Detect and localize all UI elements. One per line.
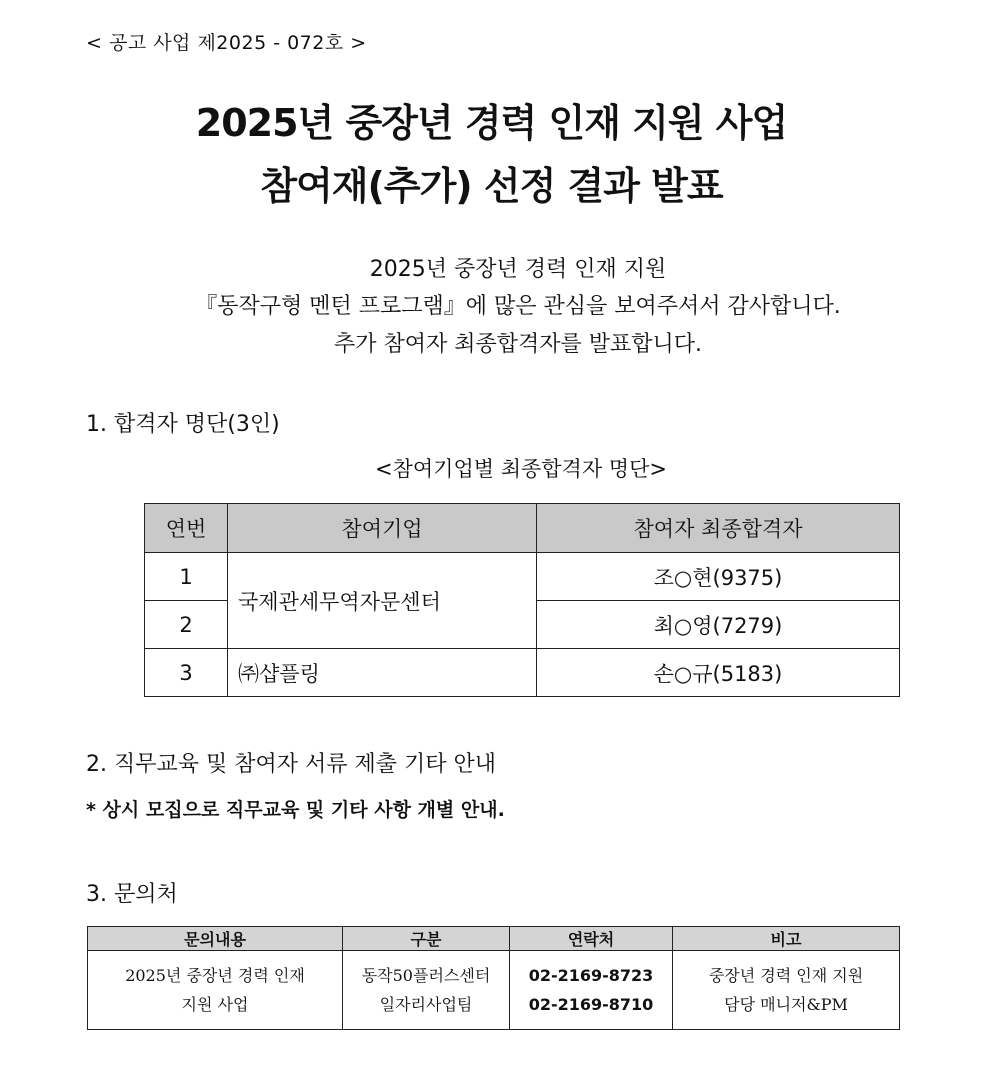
row-company: 국제관세무역자문센터 <box>228 553 537 649</box>
intro-line3: 추가 참여자 최종합격자를 발표합니다. <box>333 332 702 357</box>
header-company: 참여기업 <box>228 504 537 553</box>
contact-phone-1[interactable]: 02-2169-8723 <box>528 966 654 985</box>
results-table <box>144 503 900 697</box>
row-name: 손○규(5183) <box>537 649 900 697</box>
notice-number: < 공고 사업 제2025 - 072호 > <box>86 32 367 54</box>
intro-line2: 『동작구형 멘턴 프로그램』에 많은 관심을 보여주셔서 감사합니다. <box>195 294 841 319</box>
contact-remarks-line2: 담당 매니저&PM <box>724 995 848 1014</box>
row-no: 3 <box>145 649 228 697</box>
contact-division-cell <box>343 951 510 1030</box>
contact-table-header <box>88 927 900 951</box>
contact-table <box>87 926 900 1030</box>
contact-division-line1: 동작50플러스센터 <box>361 966 491 985</box>
page-title-line2: 참여재(추가) 선정 결과 발표 <box>260 164 723 208</box>
contact-division-line2: 일자리사업팀 <box>379 995 473 1014</box>
contact-remarks-line1: 중장년 경력 인재 지원 <box>708 966 864 985</box>
section3-heading: 3. 문의처 <box>86 882 178 907</box>
header-remarks: 비고 <box>673 927 900 951</box>
contact-content-line1: 2025년 중장년 경력 인재 <box>125 966 305 985</box>
row-name: 조○현(9375) <box>537 553 900 601</box>
intro-line1: 2025년 중장년 경력 인재 지원 <box>369 257 667 282</box>
contact-phone-cell <box>510 951 673 1030</box>
row-no: 1 <box>145 553 228 601</box>
row-name: 최○영(7279) <box>537 601 900 649</box>
contact-content-line2: 지원 사업 <box>181 995 249 1014</box>
header-division: 구분 <box>343 927 510 951</box>
table-row <box>145 649 900 697</box>
contact-remarks-cell <box>673 951 900 1030</box>
results-table-header <box>145 504 900 553</box>
header-content: 문의내용 <box>88 927 343 951</box>
row-no: 2 <box>145 601 228 649</box>
section1-heading: 1. 합격자 명단(3인) <box>86 412 280 437</box>
header-name: 참여자 최종합격자 <box>537 504 900 553</box>
results-table-caption: <참여기업별 최종합격자 명단> <box>375 457 667 481</box>
table-row <box>88 951 900 1030</box>
header-contact: 연락처 <box>510 927 673 951</box>
contact-content-cell <box>88 951 343 1030</box>
contact-phone-2[interactable]: 02-2169-8710 <box>528 995 654 1014</box>
header-no: 연번 <box>145 504 228 553</box>
row-company: ㈜샵플링 <box>228 649 537 697</box>
section2-note: * 상시 모집으로 직무교육 및 기타 사항 개별 안내. <box>86 799 505 821</box>
section2-heading: 2. 직무교육 및 참여자 서류 제출 기타 안내 <box>86 752 496 777</box>
table-row <box>145 553 900 601</box>
page-title-line1: 2025년 중장년 경력 인재 지원 사업 <box>195 101 788 145</box>
